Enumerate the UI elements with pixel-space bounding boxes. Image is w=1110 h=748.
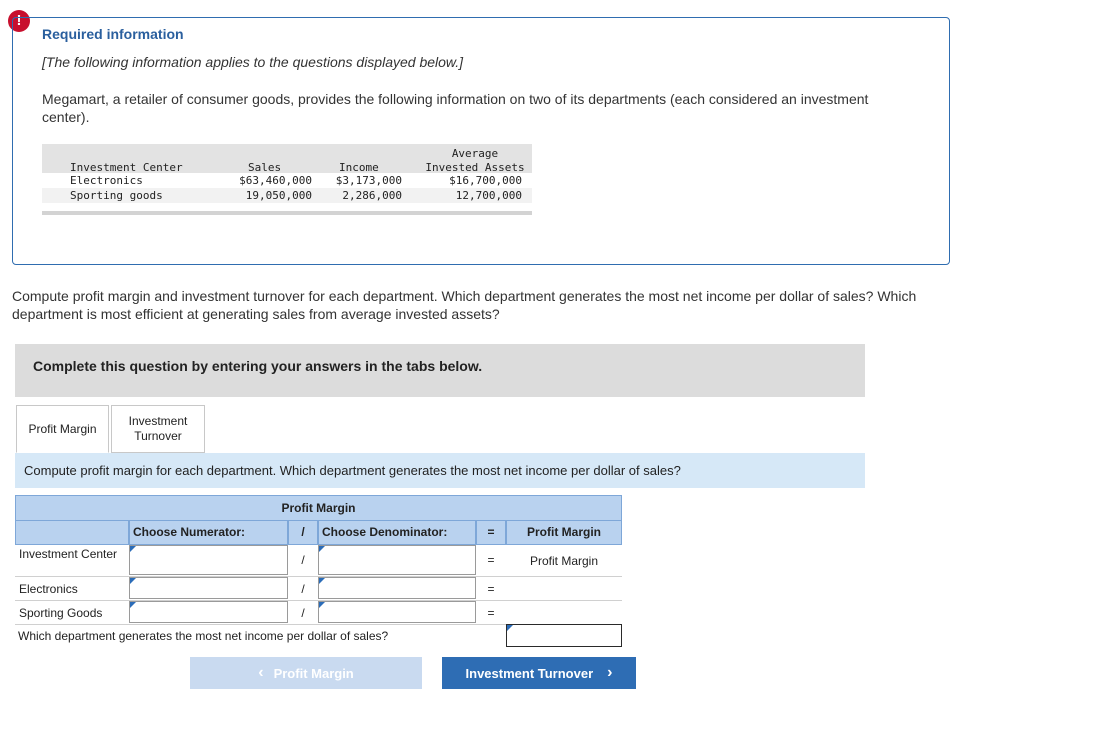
chevron-right-icon: › bbox=[607, 664, 613, 681]
header-investment-center: Investment Center bbox=[70, 161, 183, 174]
numerator-input-electronics[interactable] bbox=[129, 577, 288, 599]
row-sales: $63,460,000 bbox=[239, 174, 312, 187]
denominator-input-sporting[interactable] bbox=[318, 601, 476, 623]
grid-header-blank bbox=[15, 521, 129, 545]
equals-sign: = bbox=[487, 553, 495, 567]
row-label-investment-center: Investment Center bbox=[19, 547, 118, 561]
grid-title: Profit Margin bbox=[15, 495, 622, 521]
grid-header-result: Profit Margin bbox=[506, 521, 622, 545]
tab-profit-margin[interactable]: Profit Margin bbox=[16, 405, 109, 453]
divide-sign: / bbox=[301, 582, 305, 596]
alert-icon: ! bbox=[8, 10, 30, 32]
result-label: Profit Margin bbox=[529, 554, 599, 568]
equals-sign: = bbox=[487, 582, 495, 596]
denominator-input-1[interactable] bbox=[318, 545, 476, 575]
grid-header-equals: = bbox=[476, 521, 506, 545]
equals-sign: = bbox=[487, 606, 495, 620]
table-row bbox=[42, 173, 532, 188]
prev-tab-button[interactable] bbox=[190, 657, 422, 689]
grid-header-numerator: Choose Numerator: bbox=[129, 521, 288, 545]
tab-investment-turnover[interactable]: Investment Turnover bbox=[111, 405, 205, 453]
header-income: Income bbox=[339, 161, 379, 174]
row-label-sporting-goods: Sporting Goods bbox=[19, 606, 103, 620]
grid-header-divide: / bbox=[288, 521, 318, 545]
profit-margin-grid bbox=[15, 495, 622, 647]
table-bottom-rule bbox=[42, 211, 532, 215]
instruction-banner bbox=[15, 344, 865, 397]
divide-sign: / bbox=[301, 553, 305, 567]
row-assets: $16,700,000 bbox=[449, 174, 522, 187]
divide-sign: / bbox=[301, 606, 305, 620]
row-label-electronics: Electronics bbox=[19, 582, 78, 596]
tab-instruction-bar bbox=[15, 453, 865, 488]
chevron-left-icon: ‹ bbox=[258, 664, 264, 681]
row-assets: 12,700,000 bbox=[455, 189, 522, 202]
next-tab-button[interactable] bbox=[442, 657, 636, 689]
numerator-input-sporting[interactable] bbox=[129, 601, 288, 623]
header-assets-line1: Average bbox=[451, 147, 499, 160]
table-row bbox=[42, 188, 532, 203]
required-title: Required information bbox=[42, 26, 184, 42]
question-text: Compute profit margin and investment turnover for each department. Which department generates the most net income per dollar of sales? Which department is most efficient at generating sales from average invested assets? bbox=[12, 288, 917, 322]
department-data-table bbox=[42, 144, 532, 216]
row-center: Electronics bbox=[70, 174, 143, 187]
row-income: 2,286,000 bbox=[342, 189, 402, 202]
instruction-text: Complete this question by entering your answers in the tabs below. bbox=[33, 358, 483, 374]
denominator-input-electronics[interactable] bbox=[318, 577, 476, 599]
tab-instruction-text: Compute profit margin for each department. Which department generates the most net income per dollar of sales? bbox=[24, 463, 681, 478]
final-question-label: Which department generates the most net income per dollar of sales? bbox=[18, 629, 389, 643]
required-description: Megamart, a retailer of consumer goods, provides the following information on two of its departments (each considered an investment center). bbox=[42, 91, 869, 125]
required-subtitle: [The following information applies to the questions displayed below.] bbox=[42, 54, 464, 70]
row-center: Sporting goods bbox=[70, 189, 163, 202]
header-sales: Sales bbox=[248, 161, 282, 174]
header-assets-line2: Invested Assets bbox=[425, 161, 525, 174]
row-income: $3,173,000 bbox=[335, 174, 402, 187]
grid-header-denominator: Choose Denominator: bbox=[318, 521, 476, 545]
prev-tab-label: Profit Margin bbox=[273, 665, 354, 681]
next-tab-label: Investment Turnover bbox=[465, 665, 594, 681]
row-sales: 19,050,000 bbox=[245, 189, 312, 202]
department-answer-input[interactable] bbox=[506, 624, 622, 647]
numerator-input-1[interactable] bbox=[129, 545, 288, 575]
